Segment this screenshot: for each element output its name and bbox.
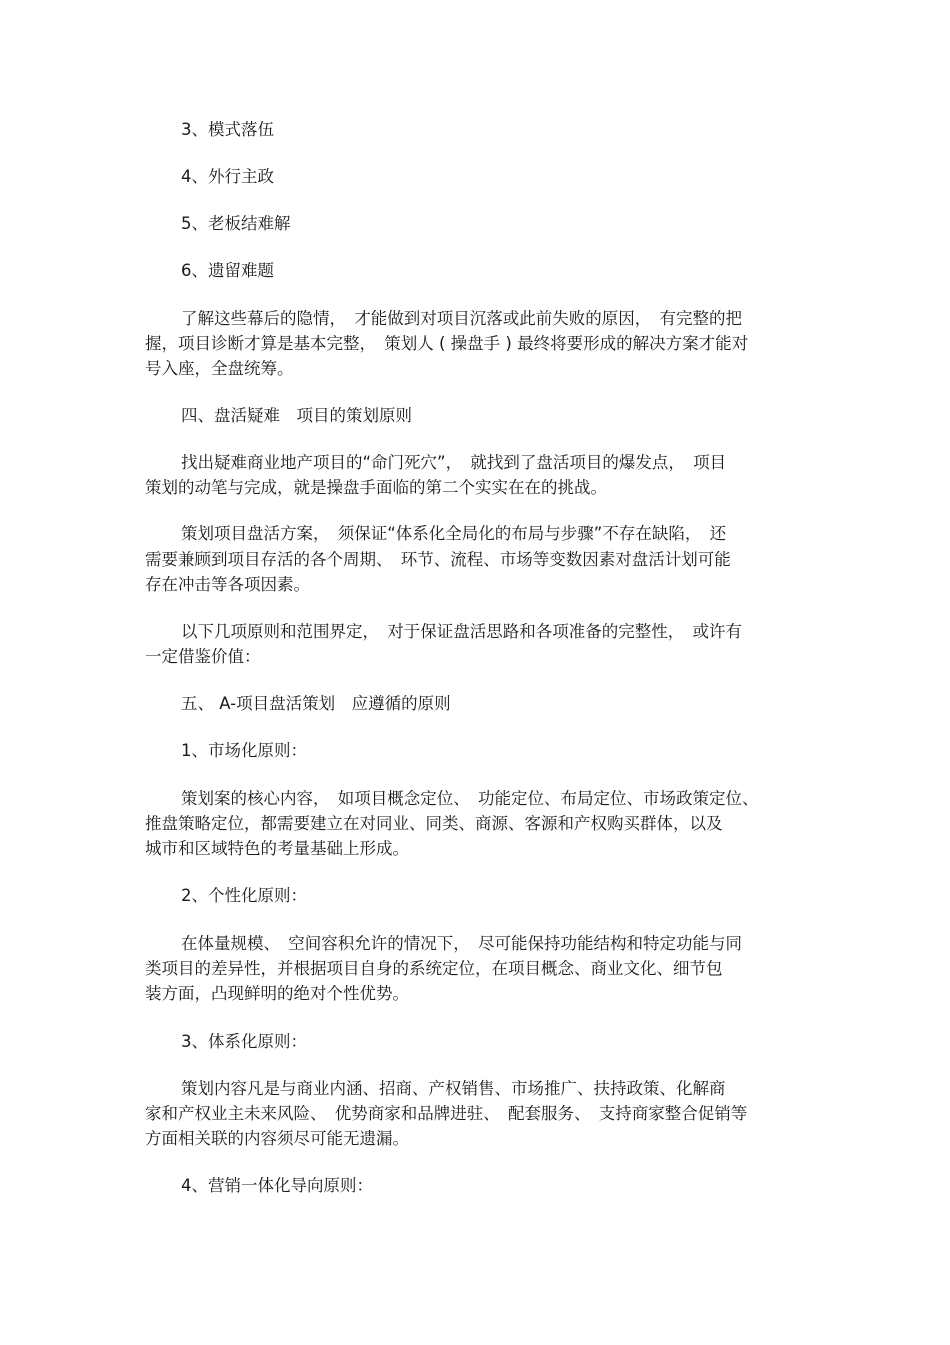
section-heading-four: 四、盘活疑难 项目的策划原则 [181,406,412,425]
paragraph-line: 握，项目诊断才算是基本完整， 策划人 ( 操盘手 ) 最终将要形成的解决方案才能对 [145,334,749,353]
paragraph-line: 策划项目盘活方案， 须保证“体系化全局化的布局与步骤”不存在缺陷， 还 [181,524,727,543]
paragraph-line: 策划内容凡是与商业内涵、招商、产权销售、市场推广、扶持政策、化解商 [181,1079,726,1098]
paragraph-line: 找出疑难商业地产项目的“命门死穴”， 就找到了盘活项目的爆发点， 项目 [181,453,727,472]
paragraph-line: 方面相关联的内容须尽可能无遗漏。 [145,1129,409,1148]
principle-heading-individuality: 2、个性化原则： [181,886,307,905]
list-item-owner-knot: 5、老板结难解 [181,214,291,233]
paragraph-line: 策划案的核心内容， 如项目概念定位、 功能定位、布局定位、市场政策定位、 [181,789,759,808]
paragraph-line: 推盘策略定位，都需要建立在对同业、同类、商源、客源和产权购买群体，以及 [145,814,723,833]
section-heading-five: 五、 A-项目盘活策划 应遵循的原则 [181,694,451,713]
paragraph-line: 以下几项原则和范围界定， 对于保证盘活思路和各项准备的完整性， 或许有 [181,622,742,641]
paragraph-line: 城市和区域特色的考量基础上形成。 [145,839,409,858]
paragraph-line: 需要兼顾到项目存活的各个周期、 环节、流程、市场等变数因素对盘活计划可能 [145,550,731,569]
paragraph-line: 了解这些幕后的隐情， 才能做到对项目沉落或此前失败的原因， 有完整的把 [181,309,742,328]
paragraph-line: 存在冲击等各项因素。 [145,575,310,594]
principle-heading-market: 1、市场化原则： [181,741,307,760]
paragraph-line: 策划的动笔与完成，就是操盘手面临的第二个实实在在的挑战。 [145,478,607,497]
list-item-mode-outdated: 3、模式落伍 [181,120,274,139]
paragraph-line: 在体量规模、 空间容积允许的情况下， 尽可能保持功能结构和特定功能与同 [181,934,742,953]
paragraph-line: 号入座，全盘统筹。 [145,359,294,378]
principle-heading-system: 3、体系化原则： [181,1032,307,1051]
list-item-outsider-governance: 4、外行主政 [181,167,274,186]
paragraph-line: 一定借鉴价值： [145,647,261,666]
paragraph-line: 家和产权业主未来风险、 优势商家和品牌进驻、 配套服务、 支持商家整合促销等 [145,1104,748,1123]
paragraph-line: 类项目的差异性，并根据项目自身的系统定位，在项目概念、商业文化、细节包 [145,959,723,978]
paragraph-line: 装方面，凸现鲜明的绝对个性优势。 [145,984,409,1003]
list-item-legacy-problems: 6、遗留难题 [181,261,274,280]
principle-heading-marketing: 4、营销一体化导向原则： [181,1176,373,1195]
